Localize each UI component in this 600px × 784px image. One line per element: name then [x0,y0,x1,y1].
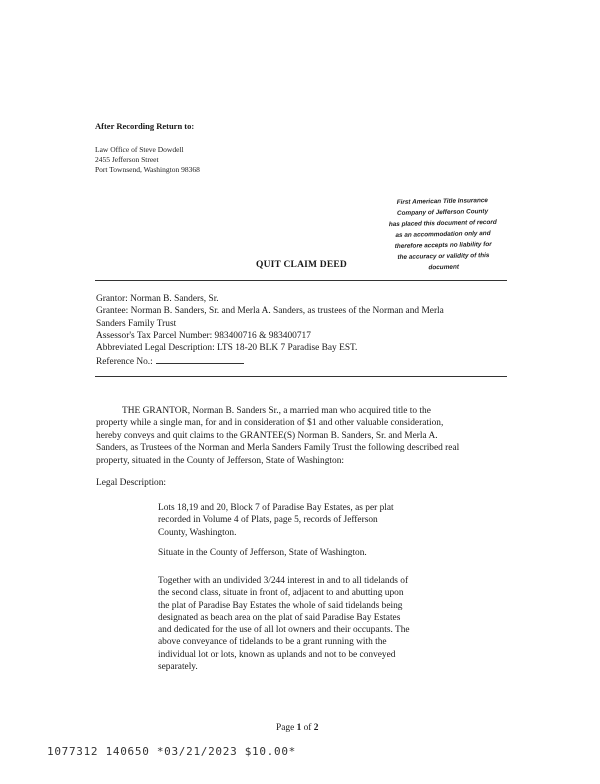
return-to-address [95,145,200,175]
body-line: hereby conveys and quit claims to the GRANTEE(S) Norman B. Sanders, Sr. and Merla A. [96,430,438,441]
legal-line: individual lot or lots, known as uplands and not to be conveyed [158,649,396,660]
body-line: property while a single man, for and in consideration of $1 and other valuable consideration, [96,418,444,429]
legal-tidelands-paragraph [158,575,458,673]
recording-footer: 1077312 140650 *03/21/2023 $10.00* [47,745,296,758]
reference-label: Reference No.: [96,357,153,368]
return-to-line: Law Office of Steve Dowdell [95,145,184,154]
stamp-line: document [428,263,460,272]
legal-line: above conveyance of tidelands to be a grant running with the [158,637,387,648]
legal-line: recorded in Volume 4 of Plats, page 5, records of Jefferson [158,515,378,526]
document-title: QUIT CLAIM DEED [256,260,347,270]
return-to-line: 2455 Jefferson Street [95,155,159,164]
legal-situate-paragraph [158,547,458,559]
title-company-stamp [375,195,511,275]
parties-block [96,293,506,369]
parcel-number-line: Assessor's Tax Parcel Number: 983400716 & 983400717 [96,330,311,341]
legal-line: separately. [158,662,198,673]
legal-line: and dedicated for the use of all lot owners and their occupants. The [158,625,410,636]
page-total: 2 [313,723,319,733]
legal-line: County, Washington. [158,527,237,538]
body-line: property, situated in the County of Jefferson, State of Washington: [96,455,344,466]
reference-blank [156,354,244,364]
page-current: 1 [296,723,302,733]
abbrev-legal-line: Abbreviated Legal Description: LTS 18-20 BLK 7 Paradise Bay EST. [96,343,358,354]
legal-line: Together with an undivided 3/244 interest in and to all tidelands of [158,576,409,586]
stamp-line: as an accommodation only and [395,230,491,239]
legal-line: designated as beach area on the plat of said Paradise Bay Estates [158,612,401,623]
grantor-line: Grantor: Norman B. Sanders, Sr. [96,294,219,304]
page-number [276,723,318,733]
legal-line: Lots 18,19 and 20, Block 7 of Paradise Bay Estates, as per plat [158,503,394,513]
legal-line: Situate in the County of Jefferson, State of Washington. [158,548,367,558]
stamp-line: therefore accepts no liability for [394,240,492,251]
legal-line: the plat of Paradise Bay Estates the whole of said tidelands being [158,600,403,611]
legal-line: the second class, situate in front of, adjacent to and abutting upon [158,588,404,599]
grantee-line: Grantee: Norman B. Sanders, Sr. and Merla A. Sanders, as trustees of the Norman and Merla [96,306,444,317]
divider-top [95,280,507,281]
return-to-heading: After Recording Return to: [95,121,195,131]
body-line: THE GRANTOR, Norman B. Sanders Sr., a married man who acquired title to the [122,406,431,416]
legal-description-heading: Legal Description: [96,478,167,488]
stamp-line: the accuracy or validity of this [397,252,490,261]
conveyance-paragraph [96,405,508,467]
return-to-line: Port Townsend, Washington 98368 [95,165,200,174]
stamp-line: First American Title Insurance [396,197,489,206]
page-sep: of [303,723,312,733]
body-line: Sanders, as Trustees of the Norman and Merla Sanders Family Trust the following described real [96,443,460,454]
legal-lots-paragraph [158,502,458,539]
reference-line [96,354,506,368]
divider-bottom [95,376,507,377]
stamp-line: has placed this document of record [388,218,497,229]
stamp-line: Company of Jefferson County [396,208,489,217]
grantee-line-cont: Sanders Family Trust [96,318,177,329]
page-prefix: Page [276,723,295,733]
